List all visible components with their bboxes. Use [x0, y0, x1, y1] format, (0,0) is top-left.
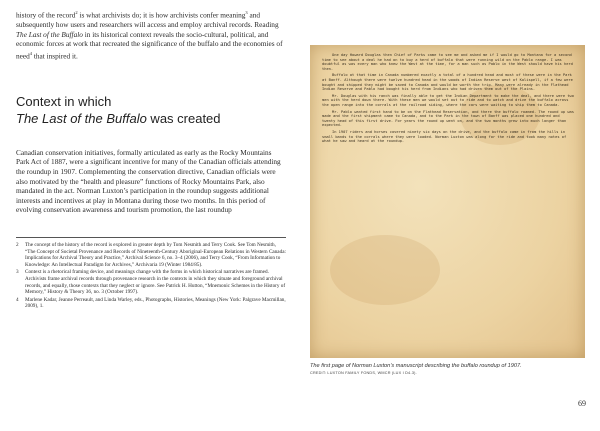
- manuscript-paragraph: Mr. Douglas with his ranch was finally able to get the Indian Department to make the deal, and there were two men with the herd down there. With these men we would set out to ride and to watch and drive the buffalo across the open range into the corrals at the railroad siding, where the cars were waiting to ship them to Canada.: [322, 93, 574, 107]
- intro-text-3: and subsequently how users and researchers will access and employ archival records. Reading: [16, 10, 279, 30]
- intro-paragraph: [16, 8, 286, 61]
- section-heading: [16, 94, 286, 128]
- manuscript-paragraph: One day Howard Douglas then Chief of Parks came to see me and asked me if I would go to Montana for a second time to see about a deal he had on to buy a herd of buffalo that were running wild on the Pablo range. I was doubtful as was every man who knew the West at the time, for a man such as Pablo in the West should have his herd then.: [322, 53, 573, 71]
- figure: [310, 45, 585, 376]
- footnote-text: Marlene Kadar, Jeanne Perreault, and Linda Warley, eds., Photographs, Histories, Meanings (New York: Palgrave Macmillan, 2009), 1.: [25, 296, 286, 310]
- intro-text-2: is what archivists do; it is how archivists confer meaning: [77, 10, 246, 20]
- text-column: [16, 8, 286, 311]
- footnote-number: 4: [16, 296, 19, 303]
- footnote-number: 2: [16, 241, 19, 248]
- intro-text-1: history of the record: [16, 10, 76, 20]
- heading-line-1: Context in which: [16, 93, 112, 109]
- footnote-number: 3: [16, 269, 19, 276]
- body-paragraph: Canadian conservation initiatives, formally articulated as early as the Rocky Mountains Park Act of 1887, were a significant incentive for many of the Canadian officials attending the roundup in 1907. Complementing the conservation directive, Canadian officials were also motivated by the “health and pleasure” functions of Rocky Mountains Park, also mandated in the act. Norman Luxton’s participation in the roundup suggests additional interests and incentives at play in Montana during those two months. In this period of evolving conservation awareness and tourism promotion, the last roundup: [16, 147, 281, 215]
- paper-stain: [330, 235, 440, 305]
- footnote: [16, 297, 286, 310]
- footnote-text: Context is a rhetorical framing device, and meanings change with the forms in which historical narratives are framed. Archivists frame archival records through provenance research in the contexts in which they situate and foreground archival records, and equally, those contexts that they neglect or ignore. See Patrick H. Hutton, “Mnemonic Schemes in the History of Memory,” History & Theory 36, no. 3 (October 1997).: [25, 269, 286, 296]
- footnote: [16, 242, 286, 268]
- footnote-ref[interactable]: 2: [75, 10, 78, 15]
- manuscript-paragraph: Mr. Pablo wanted first hand to be on the Flathead Reservation, and there the buffalo roamed. The round up was made and the first shipment came to Canada, and to the Park in the town of Banff was placed one hundred and twenty head of this first drive. For years the round up went on, and the two months grew into much longer than expected.: [322, 109, 574, 128]
- footnote-text: The concept of the history of the record is explored in greater depth by Tom Nesmith and Terry Cook. See Tom Nesmith, “The Concept of Societal Provenance and Records of Nineteenth-Century Aboriginal-European Relations in Western Canada: Implications for Archival Theory and Practice,” Archival Science 6, no. 3–4 (2006), and Terry Cook, “From Information to Knowledge: An Intellectual Paradigm for Archives,” Archivaria 19 (Winter 1984/85).: [25, 241, 286, 268]
- intro-book-title: The Last of the Buffalo: [16, 29, 83, 39]
- manuscript-paragraph: In 1907 riders and horses covered ninety six days on the drive, and the buffalo came in from the hills in small bands to the corrals where they were loaded. Norman Luxton was along for the ride and took many notes of what he saw and heard at the roundup.: [322, 129, 567, 144]
- intro-text-4: in its historical context reveals the socio-cultural, political, and economic forces at work that recreated the significance of the buffalo and the economies of need: [16, 29, 283, 61]
- footnote: [16, 269, 286, 295]
- figure-caption: The first page of Norman Luxton’s manuscript describing the buffalo roundup of 1907.: [310, 363, 522, 369]
- manuscript-paragraph: Buffalo at that time in Canada numbered exactly a total of a hundred head and most of these were in the Park at Banff. Although there were twelve hundred head in the woods of Indian Reserve west of Kalispell, if a few were bought and shipped they might be saved to Canada and would be worth the trip. Many were already in the Flathead Indian Reserve and Pablo had bought his herd from Indians who had driven them out of the Plains.: [322, 73, 573, 92]
- intro-text-5: that inspired it.: [32, 51, 78, 61]
- footnote-divider: [16, 237, 286, 238]
- footnote-ref[interactable]: 4: [29, 50, 33, 56]
- footnote-ref[interactable]: 3: [245, 10, 248, 15]
- manuscript-text: [322, 53, 575, 146]
- page-number: 69: [578, 399, 586, 408]
- footnotes: [16, 242, 286, 310]
- heading-line-2: was created: [146, 110, 221, 126]
- manuscript-image: [310, 45, 585, 358]
- heading-book-title: The Last of the Buffalo: [16, 110, 147, 126]
- figure-credit: CREDIT: LUXTON FAMILY FONDS, WMCR (LUX I D4-3).: [310, 371, 417, 375]
